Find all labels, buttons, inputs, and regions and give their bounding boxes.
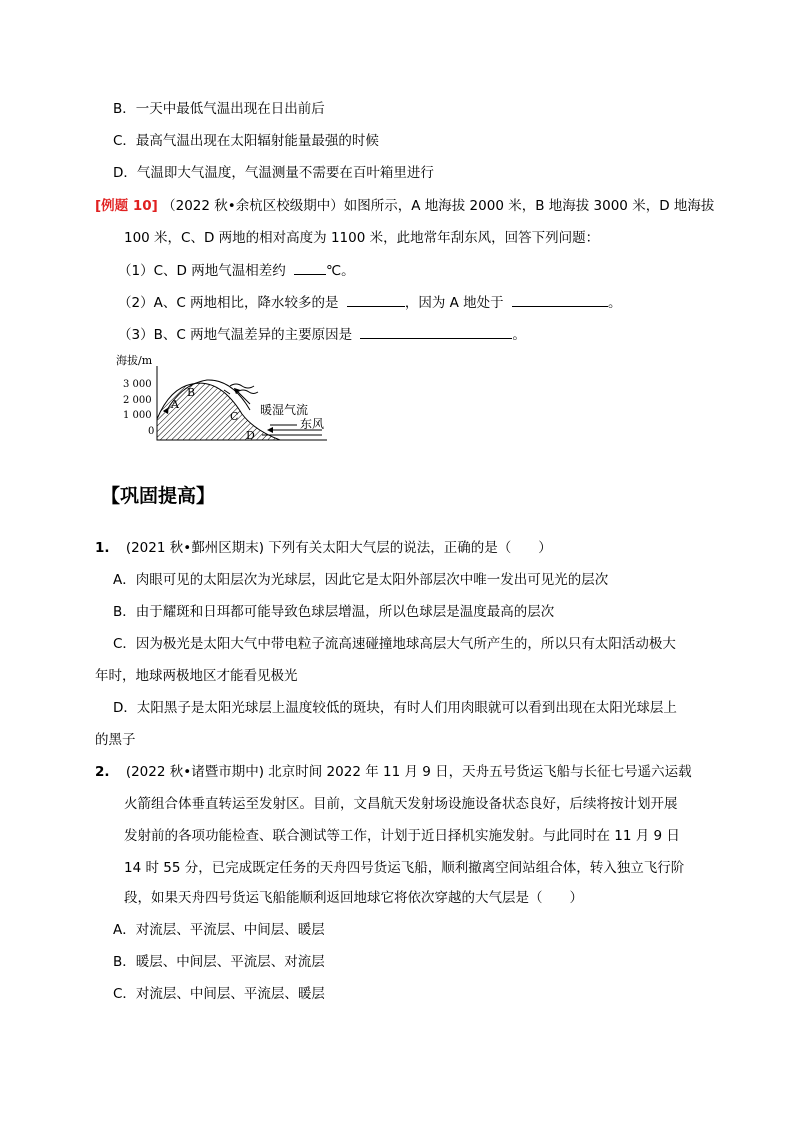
example-stem-2: 100 米，C、D 两地的相对高度为 1100 米，此地常年刮东风，回答下列问题：: [124, 230, 600, 246]
terrain-figure: [112, 352, 337, 452]
point-a: A: [171, 398, 179, 411]
option-d: D．气温即大气温度，气温测量不需要在百叶箱里进行: [113, 165, 434, 181]
q2-stem-5: 段，如果天舟四号货运飞船能顺利返回地球它将依次穿越的大气层是（ ）: [124, 890, 583, 906]
point-d: D: [246, 429, 255, 442]
q2-text-mid: ，因为 A 地处于: [404, 295, 504, 311]
figure-ylabel: 海拔/m: [116, 354, 153, 367]
q1-option-d-line1: D．太阳黑子是太阳光球层上温度较低的斑块，有时人们用肉眼就可以看到出现在太阳光球层上: [113, 700, 677, 716]
example-10-line1: [95, 196, 714, 216]
rising-air-arrow: [236, 390, 250, 404]
q1-unit: ℃。: [326, 263, 355, 279]
tick-3000: 3 000: [123, 379, 152, 390]
q2-option-b: B．暖层、中间层、平流层、对流层: [113, 954, 325, 970]
q3-answer-blank[interactable]: [360, 324, 512, 339]
clouds: [224, 384, 258, 394]
example-label: [例题 10]: [95, 198, 158, 214]
q3-text-end: 。: [512, 327, 526, 343]
q1-stem-line: [95, 538, 552, 558]
point-b: B: [187, 386, 196, 399]
q2-option-c: C．对流层、中间层、平流层、暖层: [113, 986, 325, 1002]
q2-text: （2）A、C 两地相比，降水较多的是: [118, 295, 339, 311]
point-c: C: [230, 410, 239, 423]
q2-stem-line1: [95, 762, 692, 782]
example-q3: [118, 324, 526, 345]
q2-stem-2: 火箭组合体垂直转运至发射区。目前，文昌航天发射场设施设备状态良好，后续将按计划开展: [124, 796, 678, 812]
tick-1000: 1 000: [123, 410, 152, 421]
q1-option-b: B．由于耀斑和日珥都可能导致色球层增温，所以色球层是温度最高的层次: [113, 604, 555, 620]
q1-answer-blank[interactable]: [294, 260, 326, 275]
q1-option-d-line2: 的黑子: [95, 732, 136, 748]
q2-text-end: 。: [607, 295, 622, 311]
q1-text: （1）C、D 两地气温相差约: [118, 263, 286, 279]
q1-number: 1.: [95, 540, 110, 556]
example-stem-1: （2022 秋•余杭区校级期中）如图所示，A 地海拔 2000 米，B 地海拔 3000 米，D 地海拔: [162, 198, 715, 214]
tick-0: 0: [148, 426, 155, 437]
q2-stem-4: 14 时 55 分，已完成既定任务的天舟四号货运飞船，顺利撤离空间站组合体，转入独立飞行阶: [124, 860, 685, 876]
section-title: 【巩固提高】: [101, 485, 216, 507]
tick-2000: 2 000: [123, 395, 152, 406]
q1-option-c-line2: 年时，地球两极地区才能看见极光: [95, 668, 298, 684]
east-wind-label: 东风: [300, 417, 325, 431]
q2-number: 2.: [95, 764, 110, 780]
option-c: C．最高气温出现在太阳辐射能量最强的时候: [113, 133, 379, 149]
q1-option-a: A．肉眼可见的太阳层次为光球层，因此它是太阳外部层次中唯一发出可见光的层次: [113, 572, 609, 588]
q2-stem-3: 发射前的各项功能检查、联合测试等工作，计划于近日择机实施发射。与此同时在 11 月 9 日: [124, 828, 680, 844]
warm-air-label: 暖湿气流: [260, 403, 309, 417]
example-q2: [118, 292, 621, 313]
q1-option-c-line1: C．因为极光是太阳大气中带电粒子流高速碰撞地球高层大气所产生的，所以只有太阳活动极大: [113, 636, 676, 652]
q2-answer-blank-2[interactable]: [512, 292, 608, 307]
q1-stem: (2021 秋•鄞州区期末) 下列有关太阳大气层的说法，正确的是（ ）: [125, 540, 552, 556]
q2-option-a: A．对流层、平流层、中间层、暖层: [113, 922, 325, 938]
example-q1: [118, 260, 355, 281]
option-b: B．一天中最低气温出现在日出前后: [113, 101, 325, 117]
q2-answer-blank-1[interactable]: [347, 292, 405, 307]
q3-text: （3）B、C 两地气温差异的主要原因是: [118, 327, 353, 343]
q2-stem-1: (2022 秋•诸暨市期中) 北京时间 2022 年 11 月 9 日，天舟五号货运飞船与长征七号遥六运载: [125, 764, 692, 780]
